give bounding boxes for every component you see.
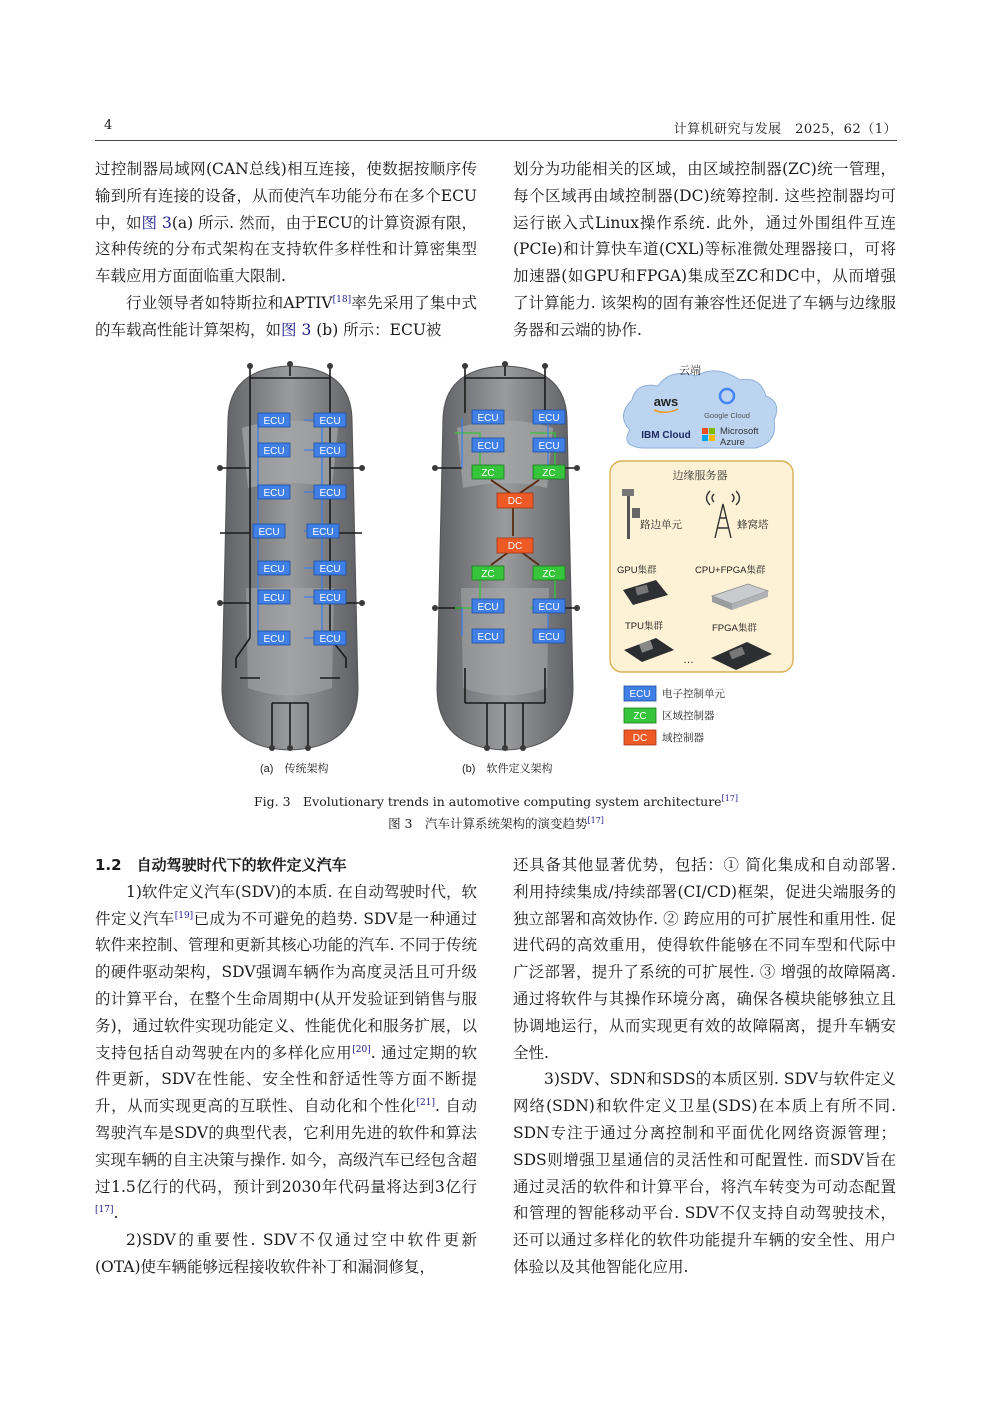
paragraph: [95, 879, 477, 1227]
ecu-label: ECU: [319, 416, 341, 427]
ecu-label: ECU: [263, 593, 285, 604]
aws-logo: aws: [653, 394, 679, 409]
legend-zc-key: ZC: [633, 711, 647, 722]
ibm-cloud-label: IBM Cloud: [641, 430, 691, 441]
roadside-label: 路边单元: [640, 519, 682, 531]
ecu-label: ECU: [538, 602, 560, 613]
legend: [624, 686, 725, 745]
citation-link[interactable]: [17]: [721, 793, 739, 803]
caption-en-text: Fig. 3 Evolutionary trends in automotive computing system architecture: [253, 794, 722, 809]
ecu-label: ECU: [477, 413, 499, 424]
google-cloud-label: Google Cloud: [704, 411, 750, 420]
legend-dc-key: DC: [632, 733, 648, 744]
ecu-label: ECU: [319, 488, 341, 499]
right-bottom-column: [513, 852, 896, 1281]
citation-link[interactable]: [20]: [352, 1044, 371, 1055]
left-top-column: [95, 156, 477, 344]
legend-ecu-label: 电子控制单元: [662, 688, 725, 700]
ecu-label: ECU: [538, 441, 560, 452]
figure-3: [200, 358, 820, 778]
ecu-label: ECU: [312, 527, 334, 538]
paragraph: 3)SDV、SDN和SDS的本质区别. SDV与软件定义网络(SDN)和软件定义卫星(SDS)在本质上有所不同. SDN专注于通过分离控制和平面优化网络资源管理；SDS则增强卫星通信的灵活性和可配置性. 而SDV旨在通过灵活的软件和计算平台，将汽车转变为可动态配置和管理的智能移动平台. SDV不仅支持自动驾驶技术，还可以通过多样化的软件功能提升车辆的安全性、用户体验以及其他智能化应用.: [513, 1070, 896, 1276]
paragraph-text: . 通过定期的软件更新，SDV在性能、安全性和舒适性等方面不断提升，从而实现更高的互联性、自动化和个性化: [95, 1043, 477, 1116]
ecu-label: ECU: [319, 446, 341, 457]
citation-link[interactable]: [17]: [587, 815, 604, 825]
azure-label: Azure: [720, 437, 745, 448]
paragraph-text: (a) 所示. 然而，由于ECU的计算资源有限，这种传统的分布式架构在支持软件多样性和计算密集型车载应用方面面临重大限制.: [95, 213, 477, 286]
tower-label: 蜂窝塔: [737, 519, 769, 531]
edge-title: 边缘服务器: [672, 470, 728, 482]
tpu-cluster-label: TPU集群: [625, 621, 664, 632]
more-ellipsis: …: [683, 654, 694, 666]
zc-label: ZC: [542, 468, 556, 479]
paragraph-text: . 自动驾驶汽车是SDV的典型代表，它利用先进的软件和算法实现车辆的自主决策与操作. 如今，高级汽车已经包含超过1.5亿行的代码，预计到2030年代码量将达到3亿行: [95, 1097, 477, 1196]
ecu-label: ECU: [319, 634, 341, 645]
right-top-column: [513, 156, 896, 344]
edge-server-panel: [610, 461, 793, 672]
zc-label: ZC: [542, 569, 556, 580]
dc-label: DC: [507, 541, 523, 552]
paragraph-text: 已成为不可避免的趋势. SDV是一种通过软件来控制、管理和更新其核心功能的汽车. 不同于传统的硬件驱动架构，SDV强调车辆作为高度灵活且可升级的计算平台，在整个生命周期中(从开发验证到销售与服务)，通过软件实现功能定义、性能优化和服务扩展，以支持包括自动驾驶在内的多样化应用: [95, 909, 477, 1062]
cpu-fpga-cluster-label: CPU+FPGA集群: [695, 565, 766, 576]
legend-zc-label: 区域控制器: [662, 710, 715, 722]
subcaption-a: (a) 传统架构: [260, 763, 329, 775]
citation-link[interactable]: [18]: [332, 294, 352, 305]
paragraph: [95, 290, 477, 344]
car-a: [217, 361, 365, 751]
microsoft-label: Microsoft: [720, 426, 759, 437]
section-heading: 1.2 自动驾驶时代下的软件定义汽车: [95, 856, 347, 874]
page-number: 4: [104, 118, 113, 133]
fpga-cluster-label: FPGA集群: [712, 623, 757, 634]
paragraph-text: 过控制器局域网(CAN总线)相互连接，使数据按顺序传输到所有连接的设备，从而使汽车功能分布在多个ECU中，如: [95, 160, 477, 232]
ecu-label: ECU: [477, 602, 499, 613]
ecu-label: ECU: [258, 527, 280, 538]
paragraph: 还具备其他显著优势，包括：① 简化集成和自动部署. 利用持续集成/持续部署(CI/CD)框架，促进尖端服务的独立部署和高效协作. ② 跨应用的可扩展性和重用性. 促进代码的高效重用，使得软件能够在不同车型和代际中广泛部署，提升了系统的可扩展性. ③ 增强的故障隔离. 通过将软件与其操作环境分离，确保各模块能够独立且协调地运行，从而实现更有效的故障隔离，提升车辆安全性.: [513, 856, 896, 1062]
paragraph-text: 1)软件定义汽车(SDV)的本质. 在自动驾驶时代，软件定义汽车: [95, 882, 477, 928]
ecu-label: ECU: [263, 564, 285, 575]
cloud-title: 云端: [679, 365, 701, 377]
caption-en: [0, 792, 992, 810]
zc-label: ZC: [481, 569, 495, 580]
paragraph: [95, 156, 477, 290]
cloud-panel: [623, 363, 776, 448]
journal-header: 计算机研究与发展 2025，62（1）: [673, 122, 897, 137]
figure-link[interactable]: 图 3: [281, 320, 312, 339]
ecu-label: ECU: [477, 632, 499, 643]
citation-link[interactable]: [17]: [95, 1205, 114, 1216]
legend-ecu-key: ECU: [629, 689, 651, 700]
paragraph-text: 率先采用了集中式的车载高性能计算架构，如: [95, 293, 477, 339]
ecu-label: ECU: [263, 634, 285, 645]
figure-link[interactable]: 图 3: [141, 213, 172, 232]
caption-zh-text: 图 3 汽车计算系统架构的演变趋势: [388, 816, 588, 831]
paragraph-text: 行业领导者如特斯拉和APTIV: [126, 293, 333, 312]
car-b: [432, 361, 580, 751]
legend-dc-label: 域控制器: [662, 732, 704, 744]
header-rule: [95, 140, 897, 141]
ecu-label: ECU: [538, 413, 560, 424]
paragraph: 2)SDV的重要性. SDV不仅通过空中软件更新(OTA)使车辆能够远程接收软件补丁和漏洞修复，: [95, 1231, 477, 1276]
paragraph-text: .: [113, 1204, 119, 1223]
ecu-label: ECU: [263, 446, 285, 457]
ecu-label: ECU: [477, 441, 499, 452]
gpu-cluster-label: GPU集群: [617, 565, 657, 576]
left-bottom-column: [95, 852, 477, 1281]
citation-link[interactable]: [21]: [416, 1098, 435, 1109]
caption-zh: [0, 814, 992, 832]
paragraph: 划分为功能相关的区域，由区域控制器(ZC)统一管理，每个区域再由域控制器(DC)统筹控制. 这些控制器均可运行嵌入式Linux操作系统. 此外，通过外围组件互连(PCIe)和计算快车道(CXL)等标准微处理器接口，可将加速器(如GPU和FPGA)集成至ZC和DC中，从而增强了计算能力. 该架构的固有兼容性还促进了车辆与边缘服务器和云端的协作.: [513, 160, 896, 339]
citation-link[interactable]: [19]: [174, 910, 194, 921]
ecu-label: ECU: [263, 416, 285, 427]
dc-label: DC: [507, 496, 523, 507]
subcaption-b: (b) 软件定义架构: [462, 763, 553, 775]
ecu-label: ECU: [319, 564, 341, 575]
paragraph-text: (b) 所示：ECU被: [311, 320, 442, 339]
ecu-label: ECU: [538, 632, 560, 643]
zc-label: ZC: [481, 468, 495, 479]
ecu-label: ECU: [263, 488, 285, 499]
ecu-label: ECU: [319, 593, 341, 604]
